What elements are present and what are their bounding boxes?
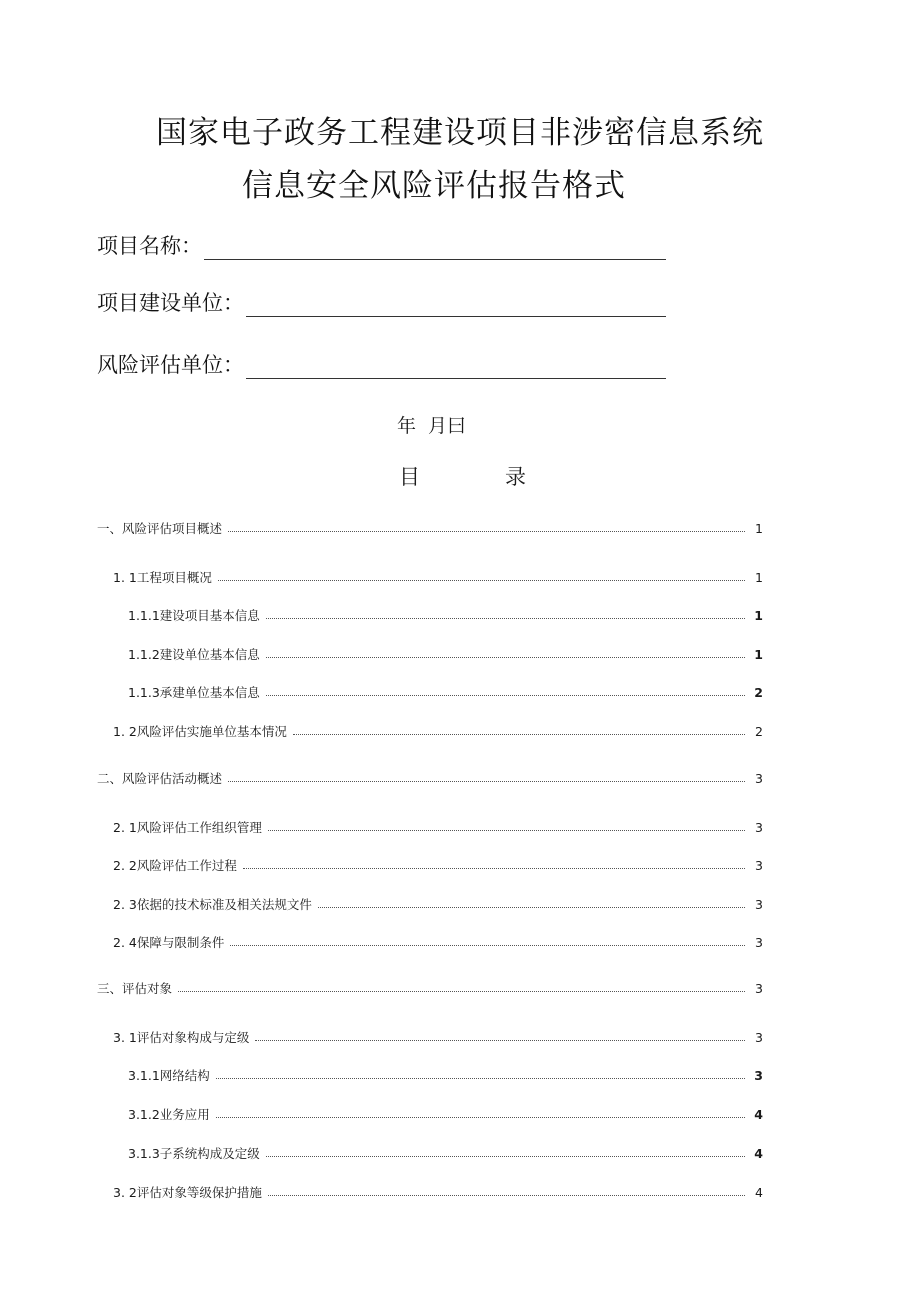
toc-entry[interactable] <box>128 1144 763 1162</box>
toc-leader-dots <box>268 830 745 831</box>
toc-leader-dots <box>266 618 745 619</box>
toc-entry-page: 1 <box>755 520 763 536</box>
toc-leader-dots <box>216 1078 745 1079</box>
toc-leader-dots <box>230 945 745 946</box>
toc-entry-page: 2 <box>755 723 763 739</box>
fill-in-line <box>246 294 666 317</box>
toc-leader-dots <box>255 1040 745 1041</box>
doc-title-line2: 信息安全风险评估报告格式 <box>242 168 626 204</box>
toc-entry-page: 2 <box>754 684 763 700</box>
toc-entry-label: 二、风险评估活动概述 <box>97 771 223 786</box>
fill-in-line <box>204 237 666 260</box>
date-line: 年 月曰 <box>397 415 467 437</box>
toc-entry-label: 1. 2风险评估实施单位基本情况 <box>113 724 287 739</box>
toc-leader-dots <box>293 734 745 735</box>
toc-entry-page: 4 <box>754 1106 763 1122</box>
toc-entry[interactable] <box>128 683 763 701</box>
field-assessment-unit <box>97 349 666 379</box>
toc-leader-dots <box>266 1156 745 1157</box>
toc-entry-page: 3 <box>755 980 763 996</box>
toc-entry-label: 2. 2风险评估工作过程 <box>113 858 237 873</box>
doc-title-line1: 国家电子政务工程建设项目非涉密信息系统 <box>156 115 764 151</box>
toc-leader-dots <box>266 657 745 658</box>
toc-entry-label: 1.1.3承建单位基本信息 <box>128 685 260 700</box>
toc-heading-left: 目 <box>399 465 420 489</box>
toc-entry[interactable] <box>113 1183 763 1201</box>
toc-leader-dots <box>228 531 745 532</box>
toc-entry[interactable] <box>113 895 763 913</box>
toc-entry[interactable] <box>113 568 763 586</box>
toc-entry-page: 3 <box>755 896 763 912</box>
toc-leader-dots <box>218 580 745 581</box>
toc-entry-label: 三、评估对象 <box>97 981 173 996</box>
toc-entry[interactable] <box>97 979 763 997</box>
toc-entry-label: 3.1.1网络结构 <box>128 1068 210 1083</box>
toc-entry[interactable] <box>128 1105 763 1123</box>
toc-entry[interactable] <box>97 519 763 537</box>
toc-entry-page: 3 <box>755 934 763 950</box>
toc-entry[interactable] <box>113 818 763 836</box>
toc-entry-page: 3 <box>755 857 763 873</box>
toc-entry-page: 3 <box>755 770 763 786</box>
toc-leader-dots <box>243 868 745 869</box>
toc-leader-dots <box>266 695 745 696</box>
toc-entry-page: 4 <box>755 1184 763 1200</box>
toc-leader-dots <box>228 781 745 782</box>
toc-leader-dots <box>318 907 745 908</box>
toc-entry-page: 3 <box>755 819 763 835</box>
toc-leader-dots <box>216 1117 745 1118</box>
toc-entry-label: 一、风险评估项目概述 <box>97 521 223 536</box>
toc-entry-label: 2. 3依据的技术标准及相关法规文件 <box>113 897 312 912</box>
toc-entry-page: 3 <box>755 1029 763 1045</box>
toc-entry[interactable] <box>128 606 763 624</box>
toc-leader-dots <box>178 991 745 992</box>
toc-leader-dots <box>268 1195 745 1196</box>
toc-entry-label: 3. 2评估对象等级保护措施 <box>113 1185 262 1200</box>
toc-entry[interactable] <box>128 645 763 663</box>
toc-entry-label: 3.1.2业务应用 <box>128 1107 210 1122</box>
toc-entry-page: 1 <box>755 569 763 585</box>
toc-entry[interactable] <box>128 1066 763 1084</box>
field-label: 项目建设单位： <box>97 291 244 315</box>
toc-entry-label: 2. 4保障与限制条件 <box>113 935 225 950</box>
field-construction-unit <box>97 287 666 317</box>
toc-entry-label: 3.1.3子系统构成及定级 <box>128 1146 260 1161</box>
toc-entry-label: 1.1.1建设项目基本信息 <box>128 608 260 623</box>
toc-entry-label: 1. 1工程项目概况 <box>113 570 212 585</box>
toc-entry-page: 3 <box>754 1067 763 1083</box>
toc-entry-label: 1.1.2建设单位基本信息 <box>128 647 260 662</box>
fill-in-line <box>246 356 666 379</box>
field-label: 风险评估单位： <box>97 353 244 377</box>
toc-entry[interactable] <box>113 1028 763 1046</box>
toc-entry[interactable] <box>113 722 763 740</box>
toc-entry[interactable] <box>97 769 763 787</box>
field-project-name <box>97 230 666 260</box>
toc-heading-right: 录 <box>505 465 526 489</box>
toc-entry-label: 2. 1风险评估工作组织管理 <box>113 820 262 835</box>
toc-entry-page: 1 <box>754 646 763 662</box>
field-label: 项目名称： <box>97 234 202 258</box>
toc-entry-page: 1 <box>754 607 763 623</box>
toc-entry-label: 3. 1评估对象构成与定级 <box>113 1030 250 1045</box>
toc-entry-page: 4 <box>754 1145 763 1161</box>
toc-entry[interactable] <box>113 933 763 951</box>
toc-entry[interactable] <box>113 856 763 874</box>
